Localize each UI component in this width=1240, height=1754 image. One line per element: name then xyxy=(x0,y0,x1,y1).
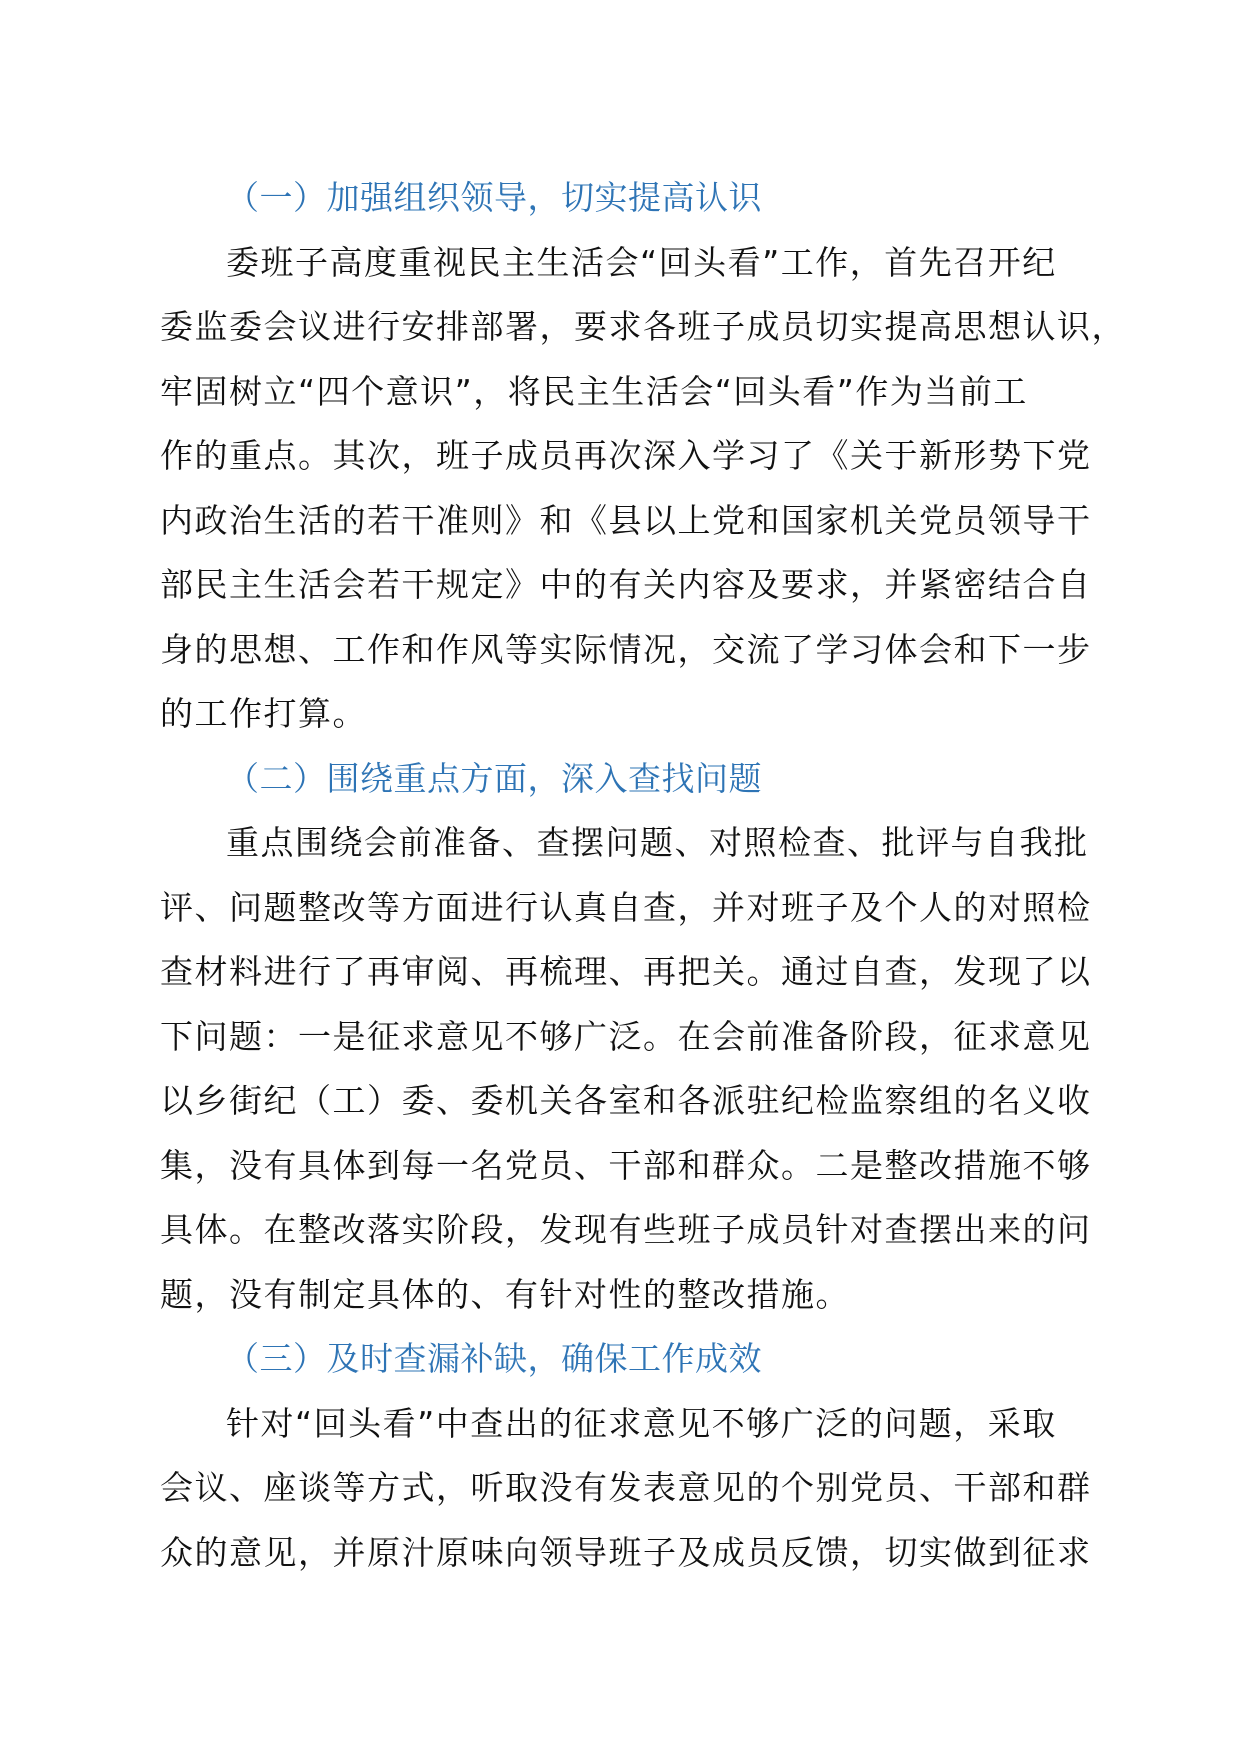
section-body-2 xyxy=(160,811,1100,1327)
section-heading-3: （三）及时查漏补缺，确保工作成效 xyxy=(226,1339,762,1378)
section-body-3 xyxy=(160,1392,1100,1586)
paragraph-line: 查材料进行了再审阅、再梳理、再把关。通过自查，发现了以 xyxy=(160,952,1092,991)
paragraph-line: 的工作打算。 xyxy=(160,694,367,733)
paragraph-line: 重点围绕会前准备、查摆问题、对照检查、批评与自我批 xyxy=(226,823,1089,862)
paragraph-line: 作的重点。其次，班子成员再次深入学习了《关于新形势下党 xyxy=(160,436,1092,475)
document-content xyxy=(160,166,1126,1585)
paragraph-line: 委监委会议进行安排部署，要求各班子成员切实提高思想认识， xyxy=(160,307,1126,346)
paragraph-line: 部民主生活会若干规定》中的有关内容及要求，并紧密结合自 xyxy=(160,565,1092,604)
paragraph-line: 会议、座谈等方式，听取没有发表意见的个别党员、干部和群 xyxy=(160,1468,1092,1507)
paragraph-line: 众的意见，并原汁原味向领导班子及成员反馈，切实做到征求 xyxy=(160,1532,1092,1572)
paragraph-line: 评、问题整改等方面进行认真自查，并对班子及个人的对照检 xyxy=(160,887,1092,927)
section-heading-1: （一）加强组织领导，切实提高认识 xyxy=(226,178,762,217)
paragraph-line: 牢固树立“四个意识”，将民主生活会“回头看”作为当前工 xyxy=(160,371,1028,411)
paragraph-line: 下问题：一是征求意见不够广泛。在会前准备阶段，征求意见 xyxy=(160,1016,1092,1056)
section-body-1 xyxy=(160,231,1126,747)
paragraph-line: 集，没有具体到每一名党员、干部和群众。二是整改措施不够 xyxy=(160,1145,1092,1185)
paragraph-line: 内政治生活的若干准则》和《县以上党和国家机关党员领导干 xyxy=(160,500,1092,540)
paragraph-line: 题，没有制定具体的、有针对性的整改措施。 xyxy=(160,1274,850,1314)
paragraph-line: 以乡街纪（工）委、委机关各室和各派驻纪检监察组的名义收 xyxy=(160,1081,1092,1120)
paragraph-line: 身的思想、工作和作风等实际情况，交流了学习体会和下一步 xyxy=(160,629,1092,669)
section-heading-2: （二）围绕重点方面，深入查找问题 xyxy=(226,758,762,798)
paragraph-line: 委班子高度重视民主生活会“回头看”工作，首先召开纪 xyxy=(226,242,1057,282)
paragraph-line: 具体。在整改落实阶段，发现有些班子成员针对查摆出来的问 xyxy=(160,1210,1092,1249)
paragraph-line: 针对“回头看”中查出的征求意见不够广泛的问题，采取 xyxy=(226,1403,1057,1443)
